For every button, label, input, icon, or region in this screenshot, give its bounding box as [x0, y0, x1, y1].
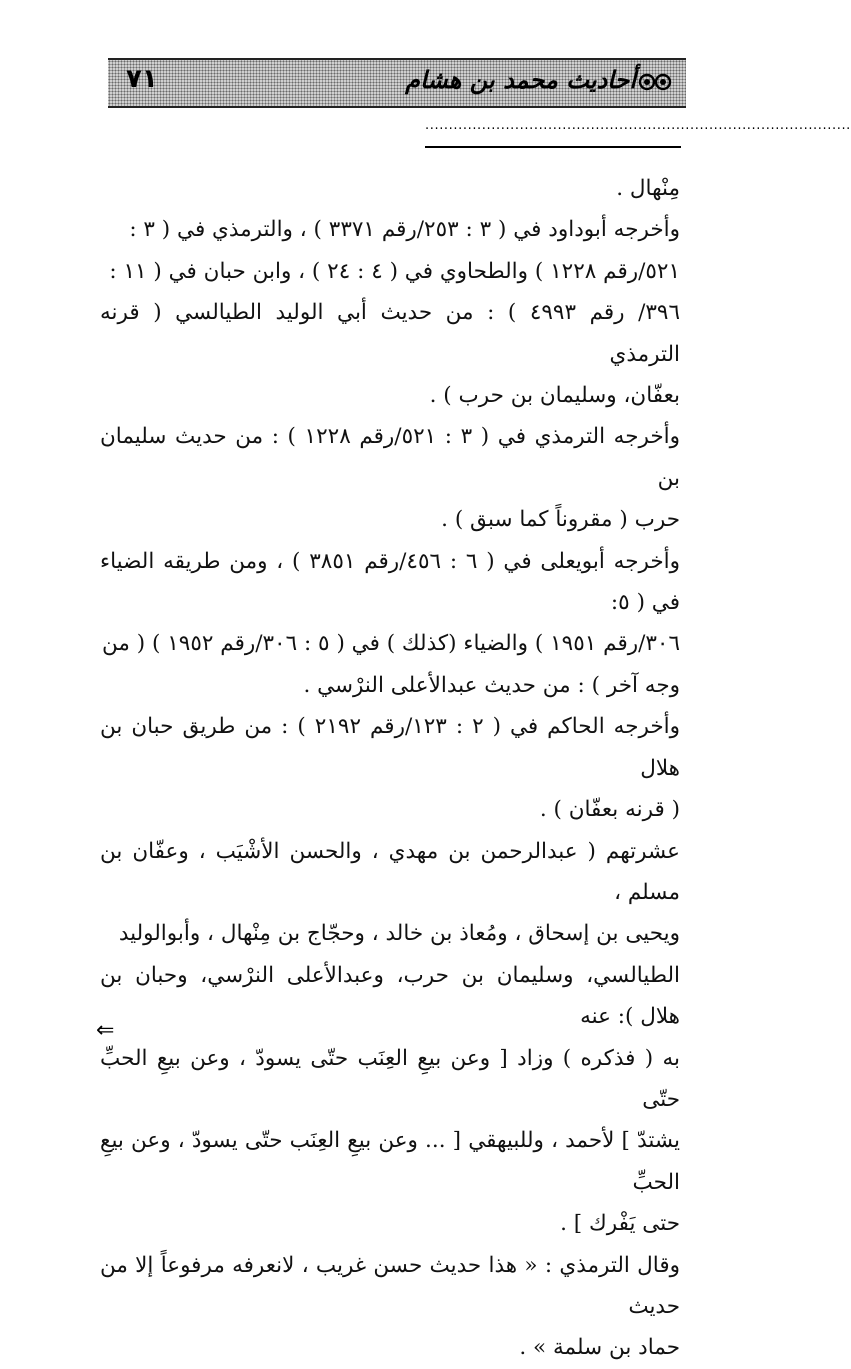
page-number: ٧١: [126, 64, 158, 94]
text-line: وقال الترمذي : « هذا حديث حسن غريب ، لانعرفه مرفوعاً إلا من حديث: [100, 1252, 680, 1319]
text-line: حماد بن سلمة » .: [519, 1335, 680, 1361]
book-title: أحاديث محمد بن هشام: [405, 66, 636, 94]
text-line: ( قرنه بعفّان ) .: [539, 797, 680, 823]
text-line: عشرتهم ( عبدالرحمن بن مهدي ، والحسن الأشْيَب ، وعفّان بن مسلم ،: [100, 838, 680, 905]
text-line: ٥٢١/رقم ١٢٢٨ ) والطحاوي في ( ٤ : ٢٤ ) ، وابن حبان في ( ١١ :: [109, 258, 680, 284]
text-line: ٣٠٦/رقم ١٩٥١ ) والضياء (كذلك ) في ( ٥ : ٣٠٦/رقم ١٩٥٢ ) ( من: [102, 631, 680, 657]
header-rule: [425, 146, 681, 148]
text-line: مِنْهال .: [616, 176, 680, 201]
text-line: ويحيى بن إسحاق ، ومُعاذ بن خالد ، وحجّاج بن مِنْهال ، وأبوالوليد: [118, 921, 680, 947]
text-line: حتى يَفْرك ] .: [560, 1211, 680, 1237]
text-line: ٣٩٦/ رقم ٤٩٩٣ ) : من حديث أبي الوليد الطيالسي ( قرنه الترمذي: [100, 300, 680, 367]
page-header: [108, 58, 686, 108]
text-line: وأخرجه الترمذي في ( ٣ : ٥٢١/رقم ١٢٢٨ ) : من حديث سليمان بن: [100, 424, 681, 491]
text-line: حرب ( مقروناً كما سبق ) .: [441, 507, 680, 533]
text-line: وأخرجه أبوداود في ( ٣ : ٢٥٣/رقم ٣٣٧١ ) ، والترمذي في ( ٣ :: [129, 217, 680, 243]
dotted-divider: ..........................................................................................: [425, 118, 851, 133]
text-line: به ( فذكره ) وزاد [ وعن بيعِ العِنَب حتّى يسودّ ، وعن بيعِ الحبِّ حتّى: [100, 1045, 680, 1112]
continue-arrow-icon: ⇐: [96, 1018, 115, 1043]
text-line: وجه آخر ) : من حديث عبدالأعلى النرْسي .: [303, 672, 680, 698]
body-text: [100, 168, 680, 1369]
text-line: وأخرجه أبويعلى في ( ٦ : ٤٥٦/رقم ٣٨٥١ ) ، ومن طريقه الضياء في ( ٥:: [100, 548, 680, 616]
double-circle-ornament-icon: [638, 73, 672, 91]
text-line: يشتدّ ] لأحمد ، وللبيهقي [ ... وعن بيعِ العِنَب حتّى يسودّ ، وعن بيعِ الحبِّ: [100, 1128, 680, 1195]
text-line: بعفّان، وسليمان بن حرب ) .: [429, 383, 680, 409]
text-line: وأخرجه الحاكم في ( ٢ : ١٢٣/رقم ٢١٩٢ ) : من طريق حبان بن هلال: [100, 714, 680, 781]
text-line: الطيالسي، وسليمان بن حرب، وعبدالأعلى النرْسي، وحبان بن هلال ): عنه: [100, 962, 680, 1030]
